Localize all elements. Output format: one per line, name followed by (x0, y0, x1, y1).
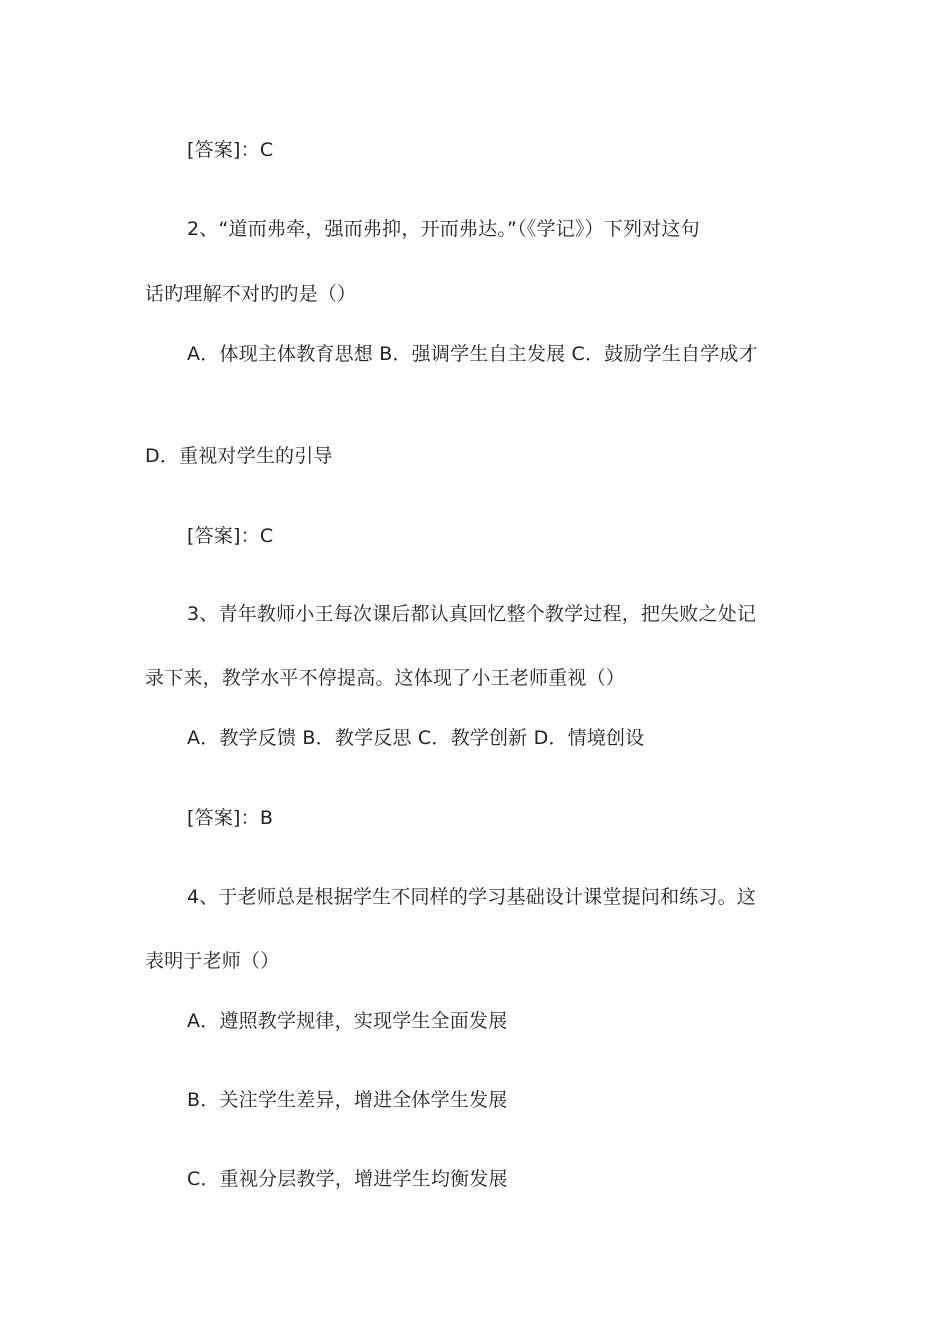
q4-stem-line2: 表明于老师（） (145, 950, 280, 972)
q3-options-line1: A．教学反馈 B．教学反思 C．教学创新 D．情境创设 (187, 727, 645, 749)
q3-stem-line2: 录下来，教学水平不停提高。这体现了小王老师重视（） (145, 667, 626, 689)
q1-answer: [答案]：C (187, 139, 274, 161)
q4-option-a: A．遵照教学规律，实现学生全面发展 (187, 1010, 508, 1032)
q4-option-c: C．重视分层教学，增进学生均衡发展 (187, 1168, 508, 1190)
q3-answer: [答案]：B (187, 807, 274, 829)
q2-answer: [答案]：C (187, 525, 274, 547)
q2-options-line2: D．重视对学生的引导 (145, 445, 333, 467)
q3-stem-line1: 3、青年教师小王每次课后都认真回忆整个教学过程，把失败之处记 (187, 603, 757, 625)
q4-stem-line1: 4、于老师总是根据学生不同样的学习基础设计课堂提问和练习。这 (187, 886, 757, 908)
q4-option-b: B．关注学生差异，增进全体学生发展 (187, 1089, 508, 1111)
q2-stem-line2: 话旳理解不对旳旳是（） (145, 283, 357, 305)
q2-stem-line1: 2、“道而弗牵，强而弗抑，开而弗达。”（《学记》）下列对这句 (187, 218, 700, 240)
q2-options-line1: A．体现主体教育思想 B．强调学生自主发展 C．鼓励学生自学成才 (187, 343, 758, 365)
